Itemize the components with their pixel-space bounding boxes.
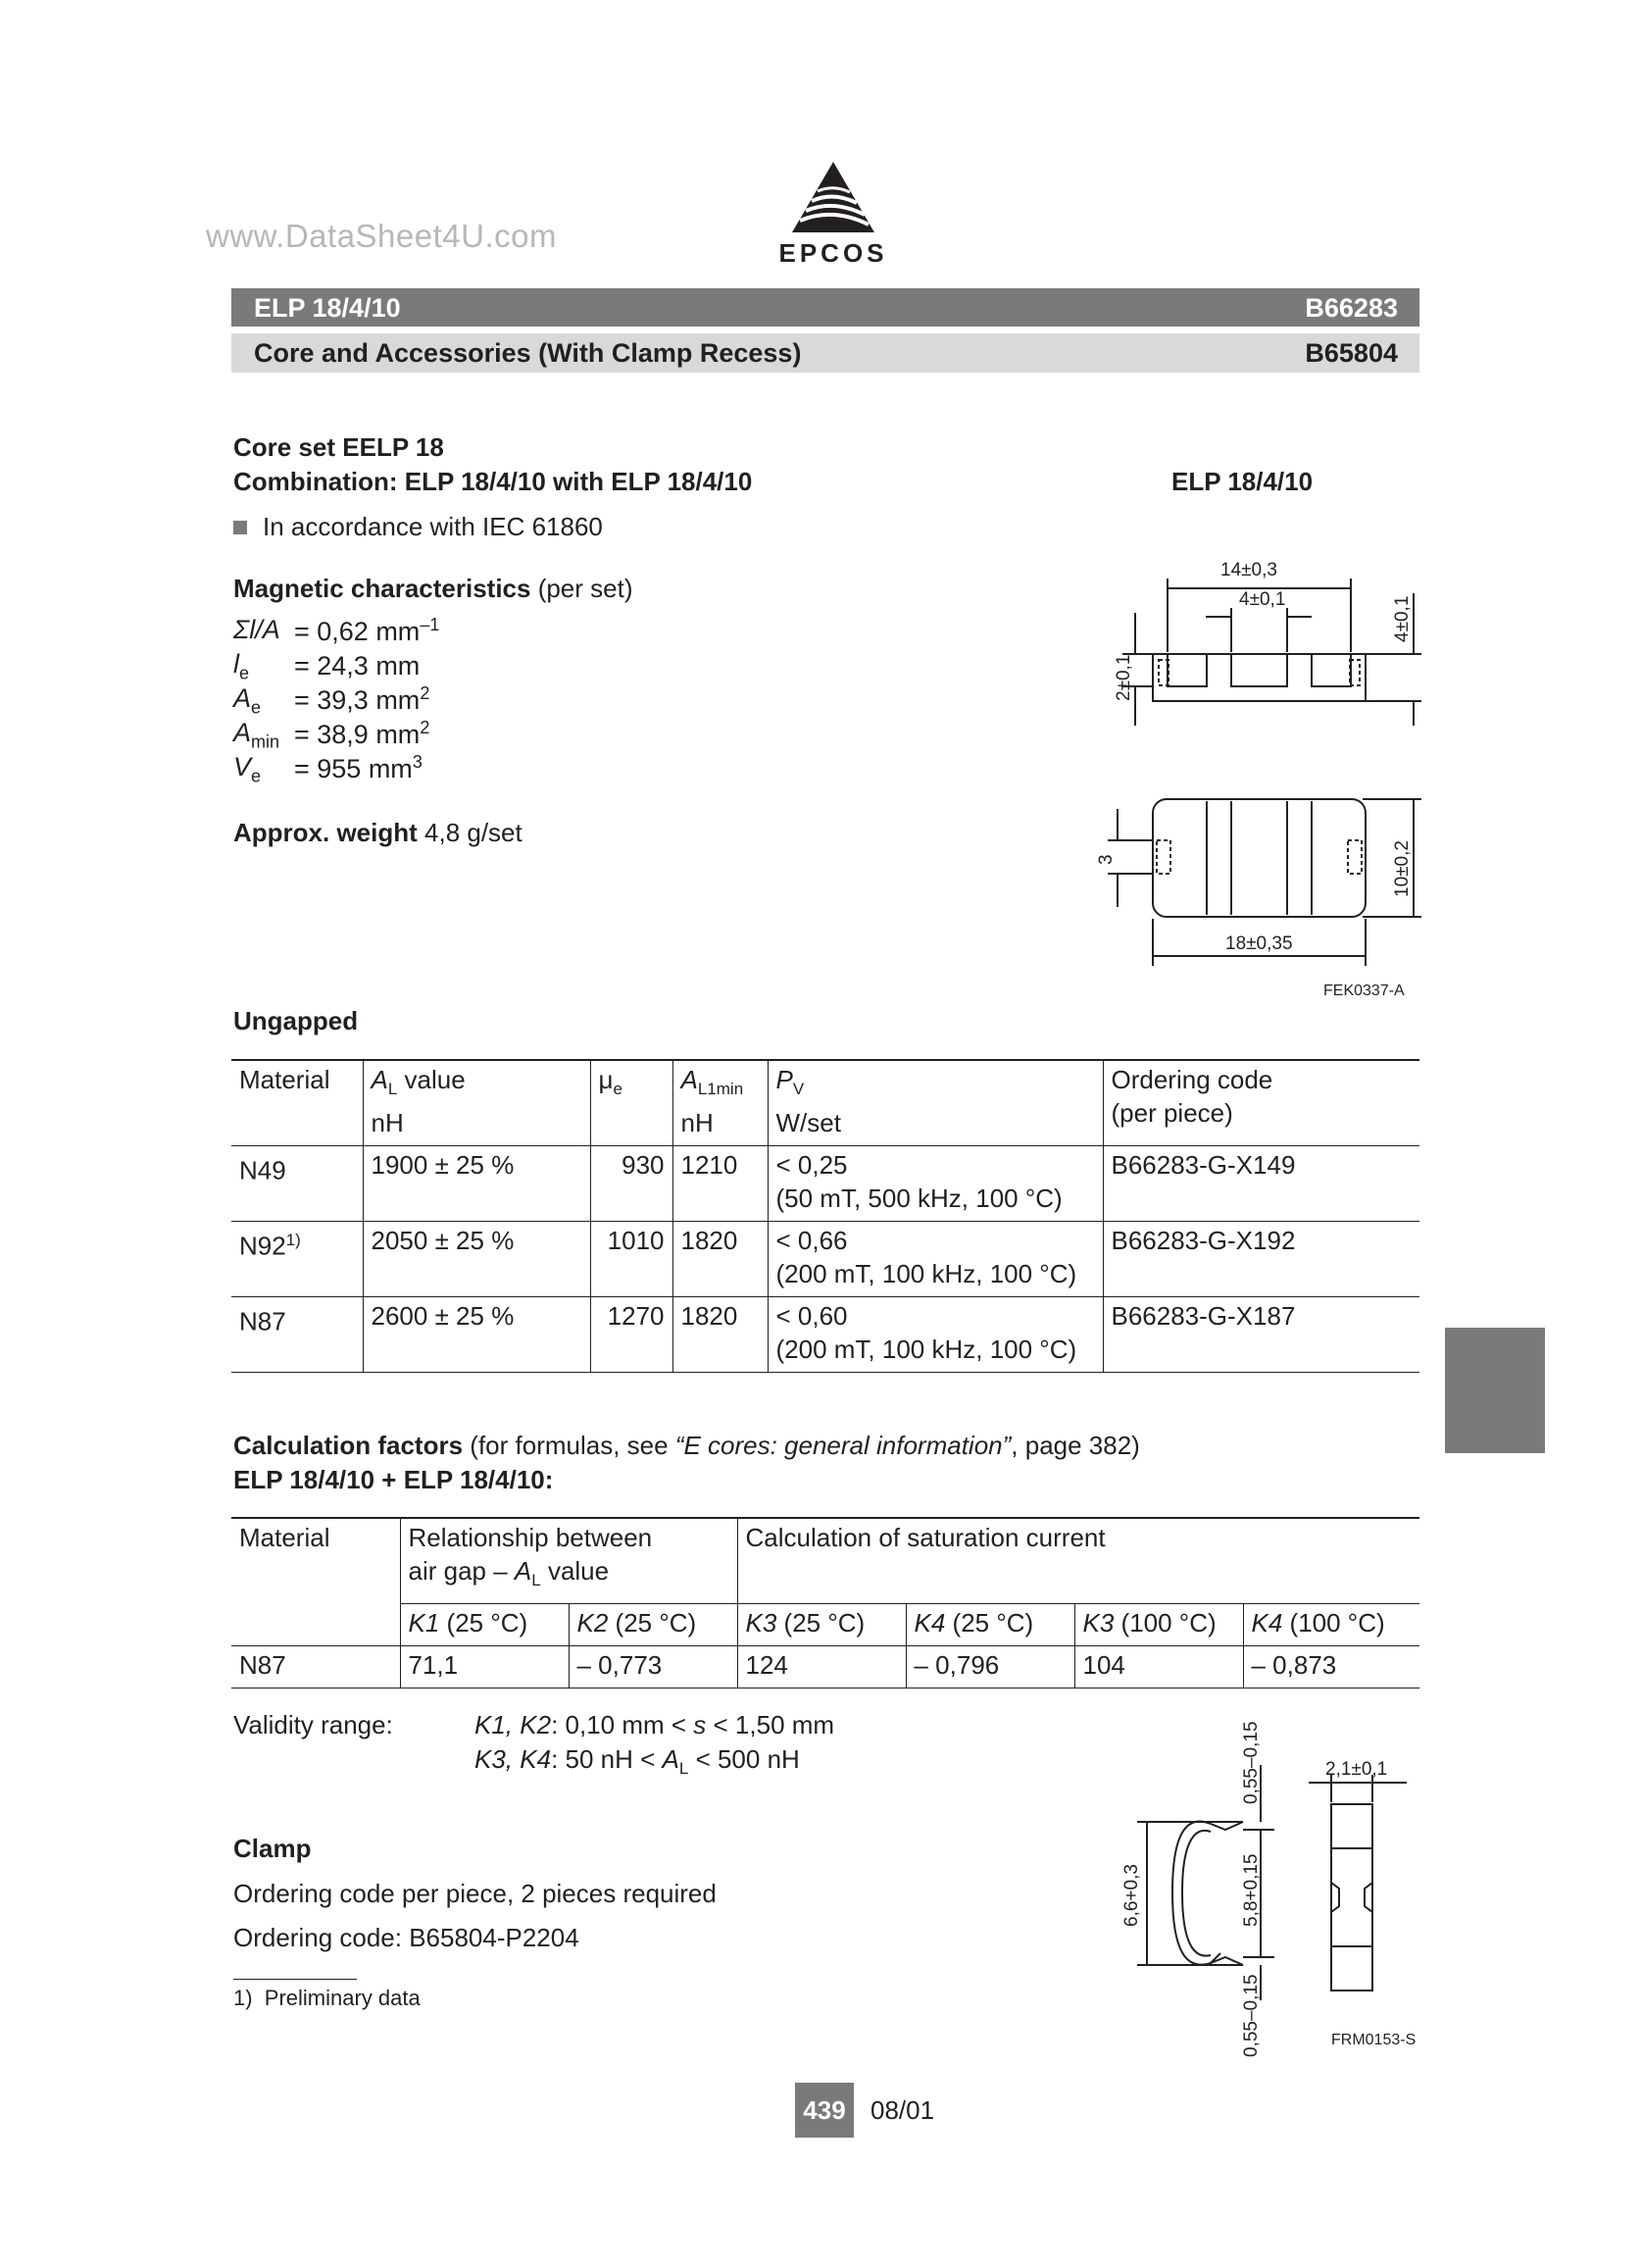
col-k3: K3 (25 °C) bbox=[737, 1604, 906, 1646]
core-set-heading: Core set EELP 18 bbox=[233, 432, 444, 462]
magnetic-symbol: A bbox=[233, 718, 252, 747]
table-subheader-row bbox=[231, 1604, 1419, 1646]
weight-label: Approx. weight bbox=[233, 818, 418, 847]
drawing-title: ELP 18/4/10 bbox=[1171, 467, 1314, 496]
col-saturation: Calculation of saturation current bbox=[737, 1518, 1419, 1604]
calculation-table bbox=[231, 1517, 1419, 1688]
clamp-line-2: Ordering code: B65804-P2204 bbox=[233, 1923, 579, 1952]
dim-clamp-thickness-label: 2,1±0,1 bbox=[1325, 1759, 1388, 1780]
row-k4-100: – 0,873 bbox=[1243, 1646, 1419, 1688]
table-header-row bbox=[231, 1518, 1419, 1604]
row-ordering-code: B66283-G-X192 bbox=[1103, 1222, 1419, 1297]
footnote-ref: 1) bbox=[285, 1231, 301, 1250]
table-row bbox=[231, 1222, 1419, 1297]
page-number: 439 bbox=[795, 2083, 854, 2138]
row-al1: 1820 bbox=[672, 1222, 768, 1297]
validity-label: Validity range: bbox=[233, 1710, 393, 1739]
row-ordering-code: B66283-G-X187 bbox=[1103, 1297, 1419, 1373]
footnote-divider bbox=[233, 1979, 357, 1980]
row-al: 2050 ± 25 % bbox=[363, 1222, 590, 1297]
col-al-value: $A_L$ value nH bbox=[363, 1060, 590, 1146]
header-part-accessory: B65804 bbox=[1305, 338, 1398, 368]
row-material: N92$^{1)}$ bbox=[231, 1222, 363, 1297]
calc-subheading: ELP 18/4/10 + ELP 18/4/10: bbox=[233, 1465, 554, 1494]
row-k4: – 0,796 bbox=[906, 1646, 1074, 1688]
header-part-core: B66283 bbox=[1305, 293, 1398, 323]
weight-value: 4,8 g/set bbox=[417, 818, 522, 847]
drawing-code: FEK0337-A bbox=[1323, 983, 1405, 999]
col-ordering-code: Ordering code (per piece) bbox=[1103, 1060, 1419, 1146]
epcos-logo bbox=[755, 152, 912, 270]
validity-line-2: K3, K4: 50 nH < $A_L < 500$ nH bbox=[474, 1744, 800, 1779]
dim-width-label: 14±0,3 bbox=[1220, 560, 1277, 580]
magnetic-symbol: A bbox=[233, 683, 252, 713]
dim-length-label: 18±0,35 bbox=[1225, 933, 1293, 954]
table-header-row bbox=[231, 1060, 1419, 1146]
subheader-bar bbox=[231, 333, 1419, 373]
issue-date: 08/01 bbox=[870, 2095, 935, 2125]
standard-bullet bbox=[233, 510, 603, 543]
dim-height-label: 4±0,1 bbox=[1392, 595, 1413, 642]
clamp-line-1: Ordering code per piece, 2 pieces required bbox=[233, 1879, 717, 1908]
watermark: www.DataSheet4U.com bbox=[206, 218, 557, 254]
calc-heading: Calculation factors (for formulas, see “E cores: general information”, page 382) bbox=[233, 1431, 1140, 1460]
magnetic-value: = 24,3 mm bbox=[294, 651, 421, 680]
row-k1: 71,1 bbox=[400, 1646, 569, 1688]
magnetic-symbol: Σl/A bbox=[233, 615, 280, 644]
standard-text: In accordance with IEC 61860 bbox=[263, 512, 603, 541]
row-k2: – 0,773 bbox=[569, 1646, 737, 1688]
row-mu: 930 bbox=[590, 1146, 672, 1222]
validity-line-1: K1, K2: 0,10 mm < s < 1,50 mm bbox=[474, 1710, 835, 1739]
dim-clamp-inner-label: 5,8+0,15 bbox=[1241, 1853, 1262, 1927]
col-mu-e: $\mu_e$ bbox=[590, 1060, 672, 1146]
dim-clamp-outer-label: 6,6+0,3 bbox=[1121, 1864, 1142, 1927]
row-al1: 1820 bbox=[672, 1297, 768, 1373]
col-k3-100: K3 (100 °C) bbox=[1074, 1604, 1243, 1646]
row-material: N87 bbox=[231, 1646, 400, 1688]
row-material: N49 bbox=[231, 1146, 363, 1222]
row-k3-100: 104 bbox=[1074, 1646, 1243, 1688]
clamp-drawing-code: FRM0153-S bbox=[1331, 2032, 1417, 2048]
row-mu: 1270 bbox=[590, 1297, 672, 1373]
magnetic-value: = 955 $mm^3$ bbox=[294, 752, 423, 783]
col-k4-100: K4 (100 °C) bbox=[1243, 1604, 1419, 1646]
clamp-heading: Clamp bbox=[233, 1834, 312, 1863]
header-bar bbox=[231, 288, 1419, 327]
col-material: Material bbox=[231, 1518, 400, 1646]
core-drawing bbox=[1059, 534, 1441, 1005]
header-subtitle: Core and Accessories (With Clamp Recess) bbox=[254, 338, 802, 368]
clamp-drawing bbox=[1039, 1706, 1451, 2059]
ungapped-heading: Ungapped bbox=[233, 1006, 359, 1035]
magnetic-heading-suffix: (per set) bbox=[530, 574, 633, 603]
col-k1: K1 (25 °C) bbox=[400, 1604, 569, 1646]
row-ordering-code: B66283-G-X149 bbox=[1103, 1146, 1419, 1222]
row-al1: 1210 bbox=[672, 1146, 768, 1222]
row-k3: 124 bbox=[737, 1646, 906, 1688]
bullet-icon bbox=[233, 521, 247, 534]
table-row bbox=[231, 1297, 1419, 1373]
col-pv: $P_V$ W/set bbox=[768, 1060, 1103, 1146]
brand-name: EPCOS bbox=[778, 238, 888, 268]
magnetic-value: = 39,3 $mm^2$ bbox=[294, 683, 430, 715]
row-pv: < 0,66 (200 mT, 100 kHz, 100 °C) bbox=[768, 1222, 1103, 1297]
epcos-logo-icon bbox=[755, 152, 912, 240]
dim-leg-label: 2±0,1 bbox=[1114, 654, 1134, 701]
col-k2: K2 (25 °C) bbox=[569, 1604, 737, 1646]
dim-clamp-top-label: 0,55–0,15 bbox=[1241, 1721, 1262, 1804]
col-material: Material bbox=[231, 1060, 363, 1146]
row-al: 1900 ± 25 % bbox=[363, 1146, 590, 1222]
col-al1min: $A_{L1min}$ nH bbox=[672, 1060, 768, 1146]
table-row bbox=[231, 1146, 1419, 1222]
magnetic-value: = 38,9 $mm^2$ bbox=[294, 718, 430, 749]
magnetic-heading bbox=[233, 572, 633, 605]
table-row bbox=[231, 1646, 1419, 1688]
col-k4: K4 (25 °C) bbox=[906, 1604, 1074, 1646]
footnote: 1) Preliminary data bbox=[233, 1986, 421, 2010]
row-pv: < 0,25 (50 mT, 500 kHz, 100 °C) bbox=[768, 1146, 1103, 1222]
magnetic-value: = 0,62 $mm^{-1}$ bbox=[294, 615, 440, 646]
ungapped-table bbox=[231, 1059, 1419, 1373]
dim-gap-label: 4±0,1 bbox=[1239, 589, 1286, 610]
header-title: ELP 18/4/10 bbox=[254, 293, 401, 323]
combination-heading: Combination: ELP 18/4/10 with ELP 18/4/10 bbox=[233, 467, 753, 496]
dim-depth-label: 10±0,2 bbox=[1392, 840, 1413, 897]
dim-clamp-bottom-label: 0,55–0,15 bbox=[1241, 1974, 1262, 2057]
row-pv: < 0,60 (200 mT, 100 kHz, 100 °C) bbox=[768, 1297, 1103, 1373]
magnetic-heading-label: Magnetic characteristics bbox=[233, 574, 531, 603]
weight-line bbox=[233, 816, 522, 849]
row-material: N87 bbox=[231, 1297, 363, 1373]
col-relationship: Relationship between air gap – $A_L$ value bbox=[400, 1518, 737, 1604]
row-mu: 1010 bbox=[590, 1222, 672, 1297]
magnetic-symbol: l bbox=[233, 649, 239, 679]
section-tab bbox=[1445, 1328, 1545, 1453]
magnetic-symbol: V bbox=[233, 752, 252, 781]
dim-recess-label: 3 bbox=[1096, 854, 1117, 865]
row-al: 2600 ± 25 % bbox=[363, 1297, 590, 1373]
